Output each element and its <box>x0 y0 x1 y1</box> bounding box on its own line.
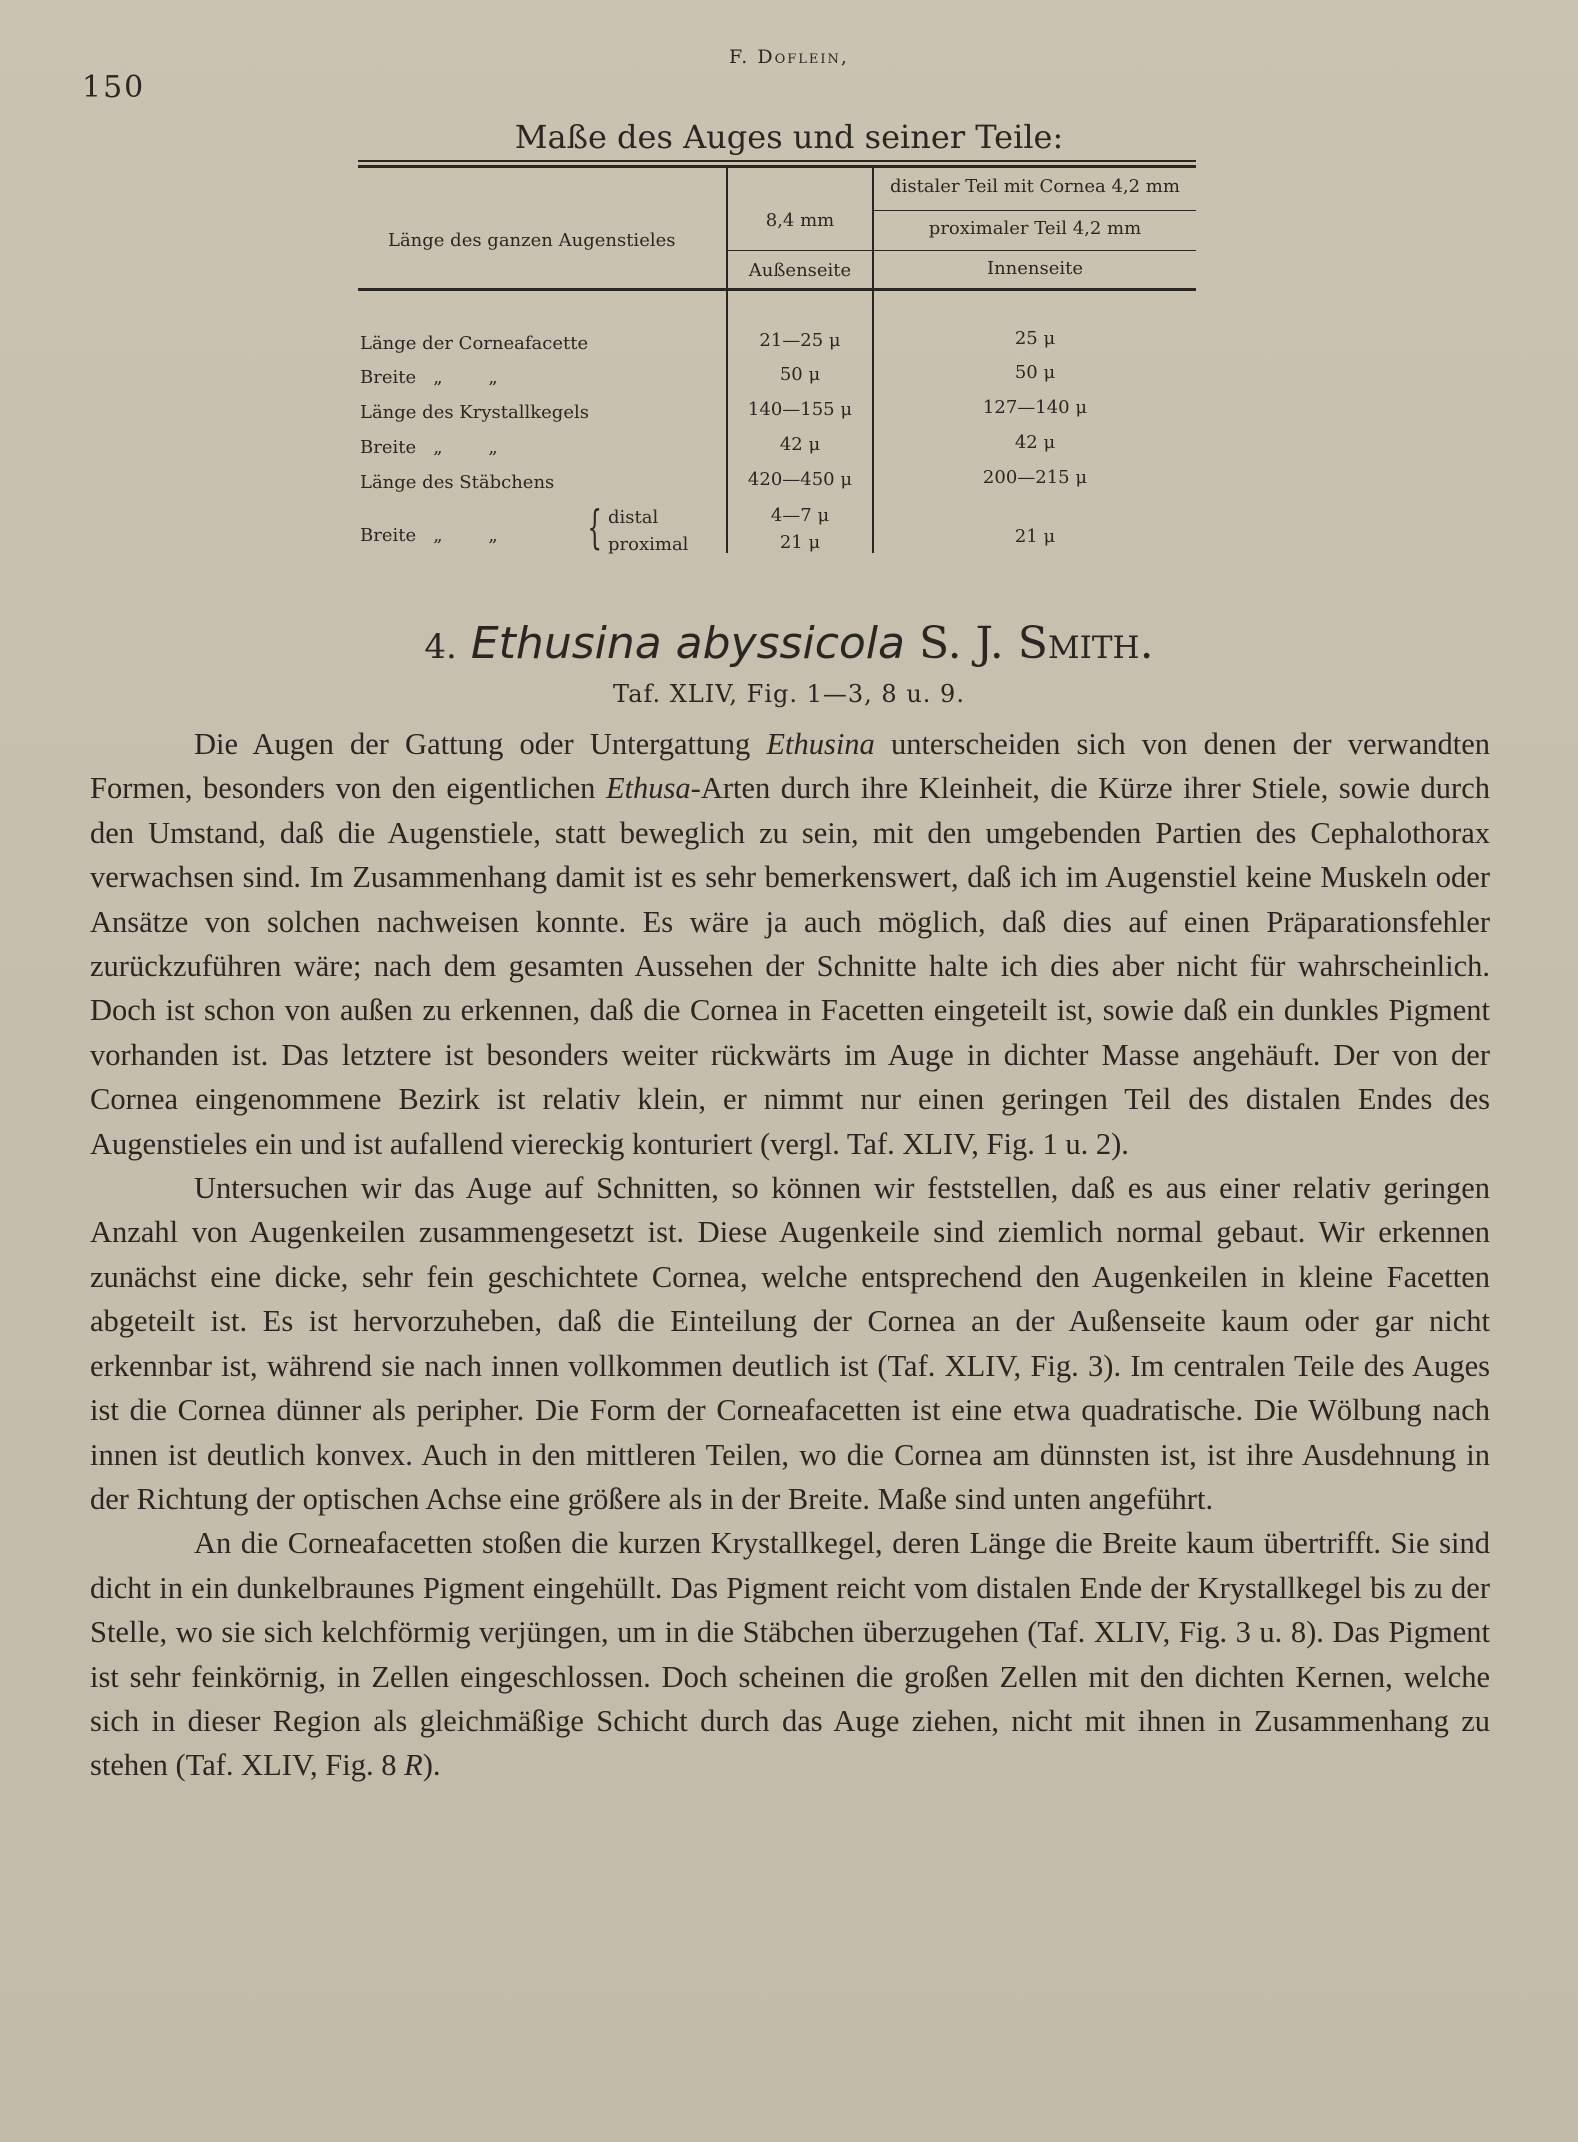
italic-label: R <box>404 1748 423 1783</box>
row-inner: 200—215 μ <box>982 467 1088 488</box>
text-run: unterscheiden sich von denen der verwandten Formen, besonders von den eigentlichen <box>90 727 1491 806</box>
row-label: Länge der Corneafacette <box>360 333 589 354</box>
running-head: F. Doflein, <box>729 46 849 68</box>
row-label: Breite „ „ <box>360 367 498 388</box>
measurement-table <box>358 160 1196 560</box>
row-inner: 25 μ <box>1014 328 1056 349</box>
row-outer: 50 μ <box>779 364 821 385</box>
species-author: S. J. Smith. <box>919 618 1154 669</box>
italic-genus: Ethusa <box>605 771 691 806</box>
col-header-inner: Innenseite <box>986 258 1084 279</box>
paragraph-1 <box>90 722 1490 1166</box>
italic-genus: Ethusina <box>766 727 875 761</box>
row-label: Breite „ „ <box>360 525 498 546</box>
row-outer: 42 μ <box>779 434 821 455</box>
row-inner-proximal: 21 μ <box>1014 526 1056 547</box>
header-distal: distaler Teil mit Cornea 4,2 mm <box>890 176 1180 197</box>
header-proximal: proximaler Teil 4,2 mm <box>928 218 1142 239</box>
text-run: ). <box>422 1748 441 1783</box>
table-title: Maße des Auges und seiner Teile: <box>514 118 1064 156</box>
row-inner: 127—140 μ <box>982 397 1088 418</box>
section-number: 4. <box>424 627 457 667</box>
header-sub-rule <box>728 250 1196 251</box>
row-label: Länge des Krystallkegels <box>360 402 589 423</box>
row-inner: 42 μ <box>1014 432 1056 453</box>
col-header-outer: Außenseite <box>748 260 852 281</box>
row-outer-proximal: 21 μ <box>779 532 821 553</box>
row-label: Breite „ „ <box>360 437 498 458</box>
row-outer: 21—25 μ <box>759 330 841 351</box>
row-outer-distal: 4—7 μ <box>770 505 830 526</box>
sub-label-proximal: proximal <box>608 534 689 555</box>
brace: { <box>587 500 602 554</box>
header-bottom-rule <box>358 288 1196 291</box>
text-run: Die Augen der Gattung oder Untergattung <box>194 727 767 761</box>
header-label: Länge des ganzen Augenstieles <box>388 230 676 251</box>
body-text <box>90 722 1490 1788</box>
text-run: An die Corneafacetten stoßen die kurzen Krystallkegel, deren Länge die Breite kaum übertrifft. Sie sind dicht in ein dunkelbraunes Pigment eingehüllt. Das Pigment reicht vom distalen Ende der Krystallkegel bis zu der Stelle, wo sie sich kelchförmig verjüngen, um in die Stäbchen überzugehen (Taf. XLIV, Fig. 3 u. 8). Das Pigment ist sehr feinkörnig, in Zellen eingeschlossen. Doch scheinen die großen Zellen mit den dichten Kernen, welche sich in dieser Region als gleichmäßige Schicht durch das Auge ziehen, nicht mit ihnen in Zusammenhang zu stehen (Taf. XLIV, Fig. 8 <box>90 1526 1490 1783</box>
row-inner: 50 μ <box>1014 362 1056 383</box>
page-number: 150 <box>82 70 146 105</box>
plate-reference: Taf. XLIV, Fig. 1—3, 8 u. 9. <box>613 680 965 708</box>
section-heading <box>0 618 1578 669</box>
row-label: Länge des Stäbchens <box>360 472 555 493</box>
text-run: -Arten durch ihre Kleinheit, die Kürze ihrer Stiele, sowie durch den Umstand, daß die Augenstiele, statt beweglich zu sein, mit den umgebenden Partien des Cephalothorax verwachsen sind. Im Zusammenhang damit ist es sehr bemerkenswert, daß ich im Augenstiel keine Muskeln oder Ansätze von solchen nachweisen konnte. Es wäre ja auch möglich, daß dies auf einen Präparationsfehler zurückzuführen wäre; nach dem gesamten Aussehen der Schnitte halte ich dies aber nicht für wahrscheinlich. Doch ist schon von außen zu erkennen, daß die Cornea in Facetten eingeteilt ist, sowie daß ein dunkles Pigment vorhanden ist. Das letztere ist besonders weiter rückwärts im Auge in dichter Masse angehäuft. Der von der Cornea eingenommene Bezirk ist relativ klein, er nimmt nur einen geringen Teil des distalen Endes des Augenstieles ein und ist aufallend viereckig konturiert (vergl. Taf. XLIV, Fig. 1 u. 2). <box>90 771 1490 1161</box>
row-outer: 420—450 μ <box>747 469 853 490</box>
row-outer: 140—155 μ <box>747 399 853 420</box>
table-top-rule-2 <box>358 165 1196 168</box>
table-top-rule <box>358 160 1196 162</box>
header-total: 8,4 mm <box>765 210 835 231</box>
sub-label-distal: distal <box>608 507 659 528</box>
paragraph-2: Untersuchen wir das Auge auf Schnitten, so können wir feststellen, daß es aus einer relativ geringen Anzahl von Augenkeilen zusammengesetzt ist. Diese Augenkeile sind ziemlich normal gebaut. Wir erkennen zunächst eine dicke, sehr fein geschichtete Cornea, welche entsprechend den Augenkeilen in kleine Facetten abgeteilt ist. Es ist hervorzuheben, daß die Einteilung der Cornea an der Außenseite kaum oder gar nicht erkennbar ist, während sie nach innen vollkommen deutlich ist (Taf. XLIV, Fig. 3). Im centralen Teile des Auges ist die Cornea dünner als peripher. Die Form der Corneafacetten ist eine etwa quadratische. Die Wölbung nach innen ist deutlich konvex. Auch in den mittleren Teilen, wo die Cornea am dünnsten ist, ist ihre Ausdehnung in der Richtung der optischen Achse eine größere als in der Breite. Maße sind unten angeführt. <box>90 1171 1490 1516</box>
species-name: Ethusina abyssicola <box>470 618 905 669</box>
paragraph-3 <box>90 1521 1490 1787</box>
header-mid-rule <box>874 210 1196 211</box>
